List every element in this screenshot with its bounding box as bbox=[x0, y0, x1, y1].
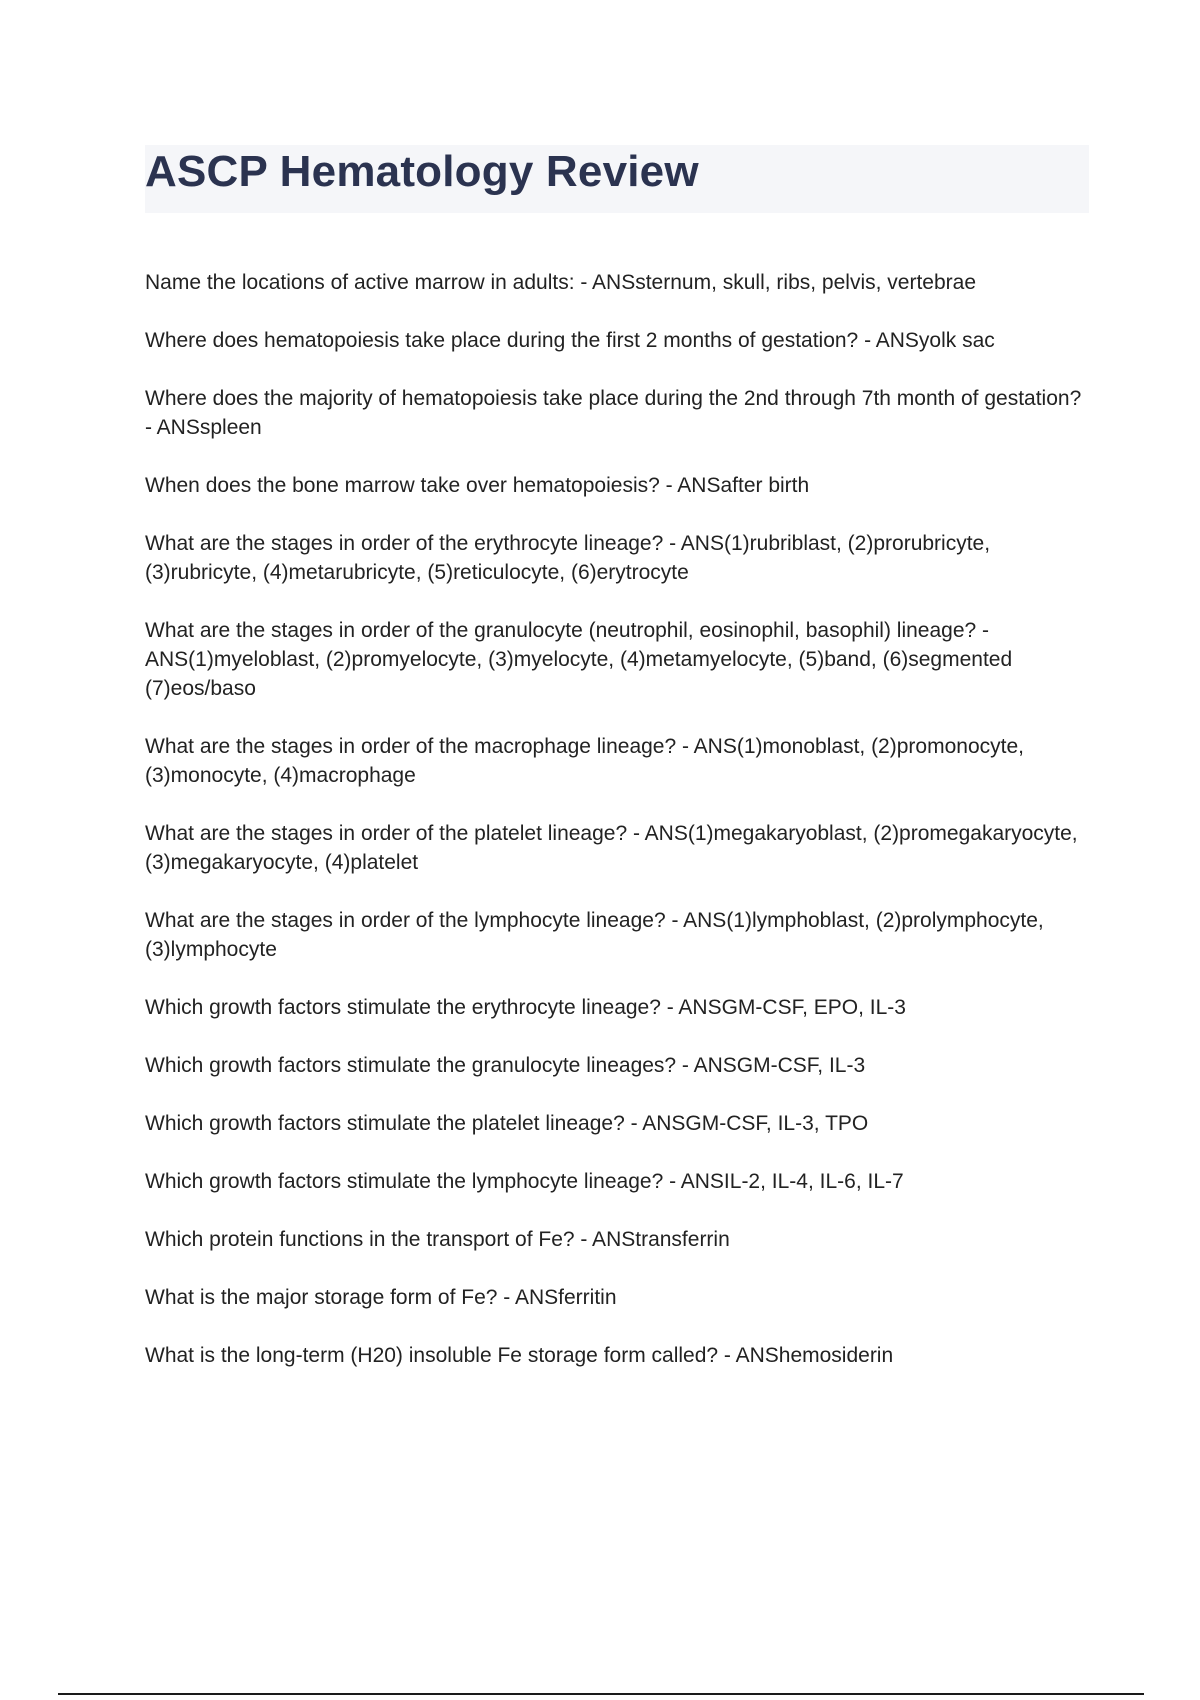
qa-item: What is the long-term (H20) insoluble Fe storage form called? - ANShemosiderin bbox=[145, 1344, 894, 1367]
qa-item: Which growth factors stimulate the granulocyte lineages? - ANSGM-CSF, IL-3 bbox=[145, 1054, 866, 1077]
qa-item: What are the stages in order of the lymphocyte lineage? - ANS(1)lymphoblast, (2)prolymphocyte, (3)lymphocyte bbox=[145, 909, 1044, 961]
qa-item: Name the locations of active marrow in adults: - ANSsternum, skull, ribs, pelvis, vertebrae bbox=[145, 271, 976, 294]
qa-item: What are the stages in order of the macrophage lineage? - ANS(1)monoblast, (2)promonocyte, (3)monocyte, (4)macrophage bbox=[145, 735, 1024, 787]
qa-item: Which growth factors stimulate the platelet lineage? - ANSGM-CSF, IL-3, TPO bbox=[145, 1112, 869, 1135]
qa-item: Where does the majority of hematopoiesis take place during the 2nd through 7th month of gestation? - ANSspleen bbox=[145, 387, 1082, 439]
qa-item: What is the major storage form of Fe? - ANSferritin bbox=[145, 1286, 617, 1309]
qa-item: What are the stages in order of the granulocyte (neutrophil, eosinophil, basophil) lineage? - ANS(1)myeloblast, (2)promyelocyte, (3)myelocyte, (4)metamyelocyte, (5)band, (6)segmented (7)eos/baso bbox=[145, 619, 1013, 700]
page-title: ASCP Hematology Review bbox=[145, 147, 699, 196]
qa-item: What are the stages in order of the erythrocyte lineage? - ANS(1)rubriblast, (2)prorubricyte, (3)rubricyte, (4)metarubricyte, (5)reticulocyte, (6)erytrocyte bbox=[145, 532, 991, 584]
qa-item: When does the bone marrow take over hematopoiesis? - ANSafter birth bbox=[145, 474, 810, 497]
qa-item: Which protein functions in the transport of Fe? - ANStransferrin bbox=[145, 1228, 730, 1251]
qa-item: Which growth factors stimulate the erythrocyte lineage? - ANSGM-CSF, EPO, IL-3 bbox=[145, 996, 906, 1019]
qa-item: Which growth factors stimulate the lymphocyte lineage? - ANSIL-2, IL-4, IL-6, IL-7 bbox=[145, 1170, 904, 1193]
footer-divider bbox=[58, 1693, 1144, 1695]
qa-list bbox=[145, 268, 1090, 1399]
qa-item: What are the stages in order of the platelet lineage? - ANS(1)megakaryoblast, (2)promegakaryocyte, (3)megakaryocyte, (4)platelet bbox=[145, 822, 1078, 874]
qa-item: Where does hematopoiesis take place during the first 2 months of gestation? - ANSyolk sac bbox=[145, 329, 995, 352]
